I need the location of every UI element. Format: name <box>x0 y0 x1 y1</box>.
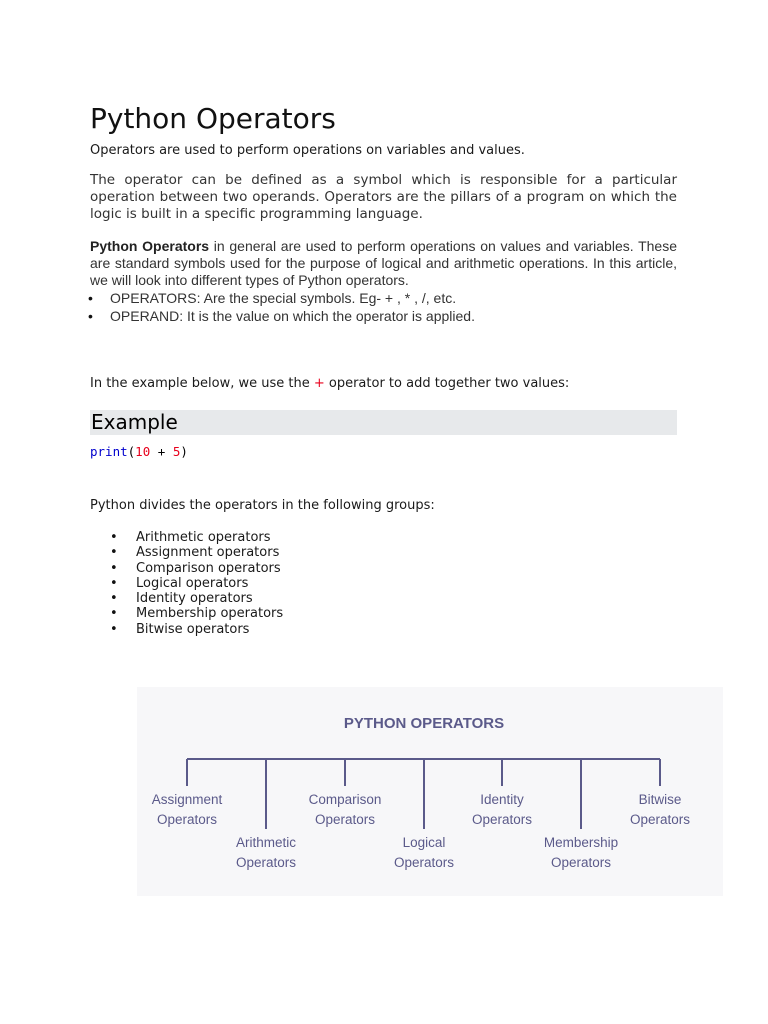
list-item: • Identity operators <box>110 591 283 606</box>
diagram-connectors <box>187 759 660 829</box>
example-header-bar <box>90 410 677 435</box>
list-item: • Comparison operators <box>110 561 283 576</box>
description-paragraph <box>90 238 677 289</box>
diagram-node-label: Arithmetic <box>235 835 297 850</box>
example-intro-text <box>90 375 569 393</box>
list-item: • Arithmetic operators <box>110 530 283 545</box>
diagram-node-label: Operators <box>550 855 612 870</box>
example-intro-operator: + <box>313 376 325 391</box>
list-item: • Assignment operators <box>110 545 283 560</box>
description-text: in general are used to perform operations on values and variables. These are standard symbols used for the purpose of logical and arithmetic operations. In this article, we will look into different types of Python operators. <box>90 238 677 288</box>
code-number-b: 5 <box>172 444 181 459</box>
intro-text: Operators are used to perform operations on variables and values. <box>90 143 525 158</box>
list-item: • OPERAND: It is the value on which the operator is applied. <box>90 308 475 326</box>
list-item: • OPERATORS: Are the special symbols. Eg- + , * , /, etc. <box>90 290 475 308</box>
diagram-svg <box>137 687 723 896</box>
code-operator: + <box>150 444 173 459</box>
diagram-node-label: Logical <box>402 835 446 850</box>
operator-groups-list <box>110 530 283 637</box>
example-intro-before: In the example below, we use the <box>90 376 314 391</box>
list-item: • Bitwise operators <box>110 622 283 637</box>
list-item: • Membership operators <box>110 606 283 621</box>
diagram-node-label: Operators <box>629 812 691 827</box>
code-close-paren: ) <box>180 444 188 459</box>
diagram-node-label: Assignment <box>151 792 223 807</box>
description-bold: Python Operators <box>90 238 210 254</box>
groups-intro-text: Python divides the operators in the following groups: <box>90 498 435 513</box>
code-example <box>90 443 188 461</box>
page-title: Python Operators <box>90 102 336 135</box>
diagram-nodes <box>152 792 691 870</box>
code-open-paren: ( <box>127 444 136 459</box>
diagram-node-label: Identity <box>480 792 524 807</box>
list-item: • Logical operators <box>110 576 283 591</box>
example-heading: Example <box>91 410 178 434</box>
diagram-node-label: Operators <box>156 812 218 827</box>
example-intro-after: operator to add together two values: <box>324 376 570 391</box>
diagram-node-label: Comparison <box>308 792 382 807</box>
code-function: print <box>90 444 128 459</box>
diagram-node-label: Operators <box>235 855 297 870</box>
code-number-a: 10 <box>135 444 151 459</box>
operators-diagram <box>137 687 723 896</box>
definition-paragraph: The operator can be defined as a symbol which is responsible for a particular operation between two operands. Operators are the pillars of a program on which the logic is built in a specific programming language. <box>90 172 677 222</box>
diagram-node-label: Operators <box>314 812 376 827</box>
diagram-node-label: Operators <box>393 855 455 870</box>
diagram-title: PYTHON OPERATORS <box>343 715 505 732</box>
diagram-node-label: Bitwise <box>638 792 682 807</box>
diagram-node-label: Membership <box>543 835 619 850</box>
diagram-node-label: Operators <box>471 812 533 827</box>
operator-definitions-list <box>90 290 475 325</box>
